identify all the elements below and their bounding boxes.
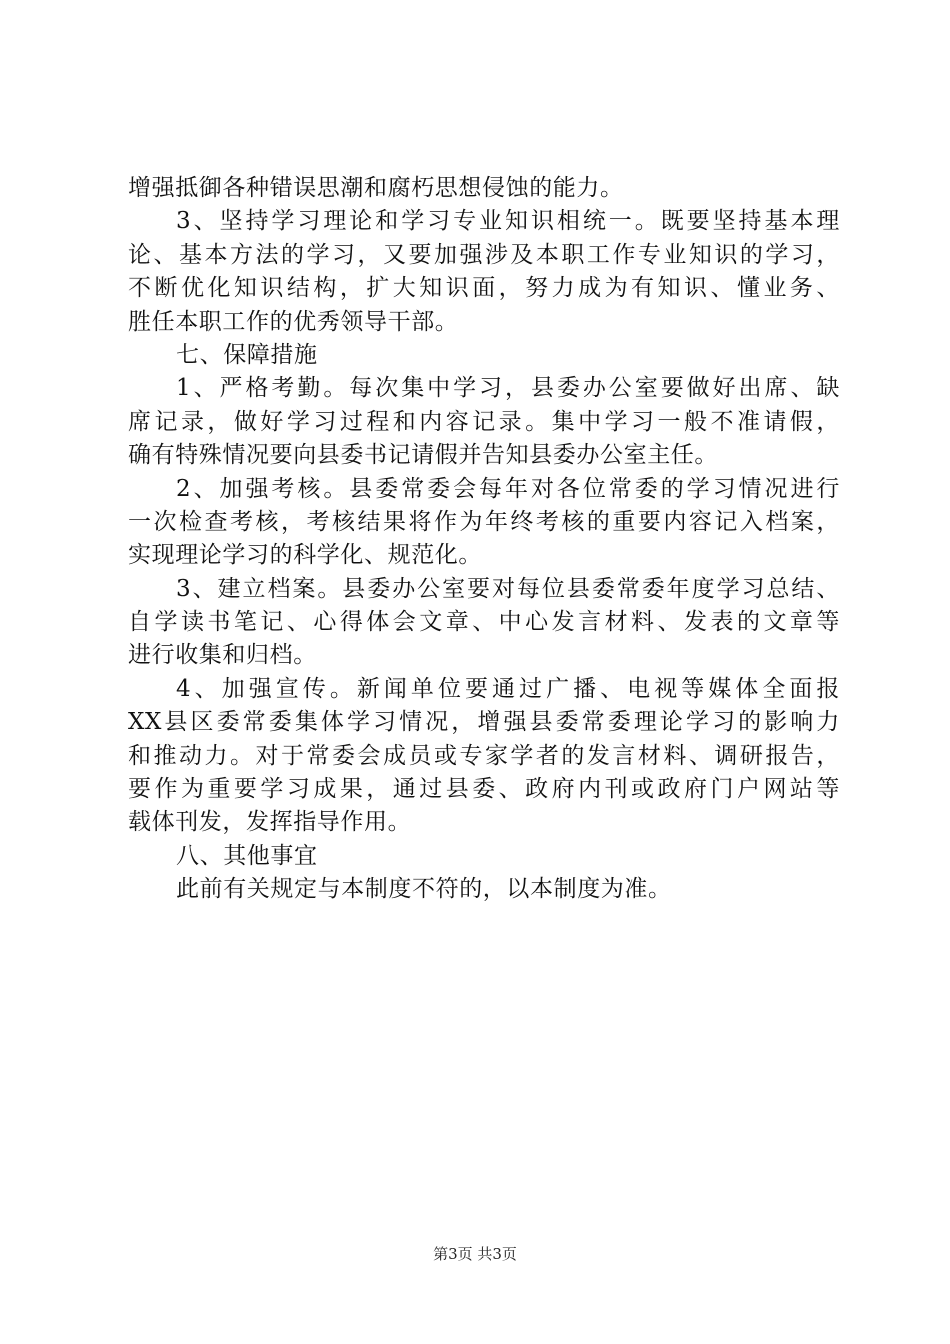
paragraph-line: 此前有关规定与本制度不符的，以本制度为准。: [176, 876, 672, 903]
paragraph-line: 胜任本职工作的优秀领导干部。: [128, 308, 459, 335]
paragraph-line: 自学读书笔记、心得体会文章、中心发言材料、发表的文章等: [128, 609, 840, 636]
section-heading: 七、保障措施: [176, 341, 318, 368]
paragraph-line: 载体刊发，发挥指导作用。: [128, 809, 412, 836]
paragraph-line: 席记录，做好学习过程和内容记录。集中学习一般不准请假，: [128, 408, 840, 435]
paragraph-line: XX县区委常委集体学习情况，增强县委常委理论学习的影响力: [128, 709, 840, 736]
paragraph-line: 3、坚持学习理论和学习专业知识相统一。既要坚持基本理: [176, 208, 840, 235]
paragraph-line: 不断优化知识结构，扩大知识面，努力成为有知识、懂业务、: [128, 275, 840, 302]
paragraph-line: 进行收集和归档。: [128, 642, 317, 669]
document-body: [128, 172, 840, 907]
page-number: 第3页 共3页: [433, 1245, 517, 1263]
paragraph-line: 实现理论学习的科学化、规范化。: [128, 542, 482, 569]
paragraph-line: 3、建立档案。县委办公室要对每位县委常委年度学习总结、: [176, 575, 840, 602]
section-heading: 八、其他事宜: [176, 842, 318, 869]
paragraph-line: 一次检查考核，考核结果将作为年终考核的重要内容记入档案，: [128, 508, 840, 535]
paragraph-line: 4、加强宣传。新闻单位要通过广播、电视等媒体全面报: [176, 675, 840, 702]
paragraph-line: 和推动力。对于常委会成员或专家学者的发言材料、调研报告，: [128, 742, 840, 769]
paragraph-line: 论、基本方法的学习，又要加强涉及本职工作专业知识的学习，: [128, 241, 840, 268]
paragraph-line: 确有特殊情况要向县委书记请假并告知县委办公室主任。: [128, 442, 718, 469]
paragraph-line: 要作为重要学习成果，通过县委、政府内刊或政府门户网站等: [128, 776, 840, 803]
paragraph-line: 增强抵御各种错误思潮和腐朽思想侵蚀的能力。: [128, 175, 624, 201]
paragraph-line: 2、加强考核。县委常委会每年对各位常委的学习情况进行: [176, 475, 840, 502]
paragraph-line: 1、严格考勤。每次集中学习，县委办公室要做好出席、缺: [176, 375, 840, 402]
